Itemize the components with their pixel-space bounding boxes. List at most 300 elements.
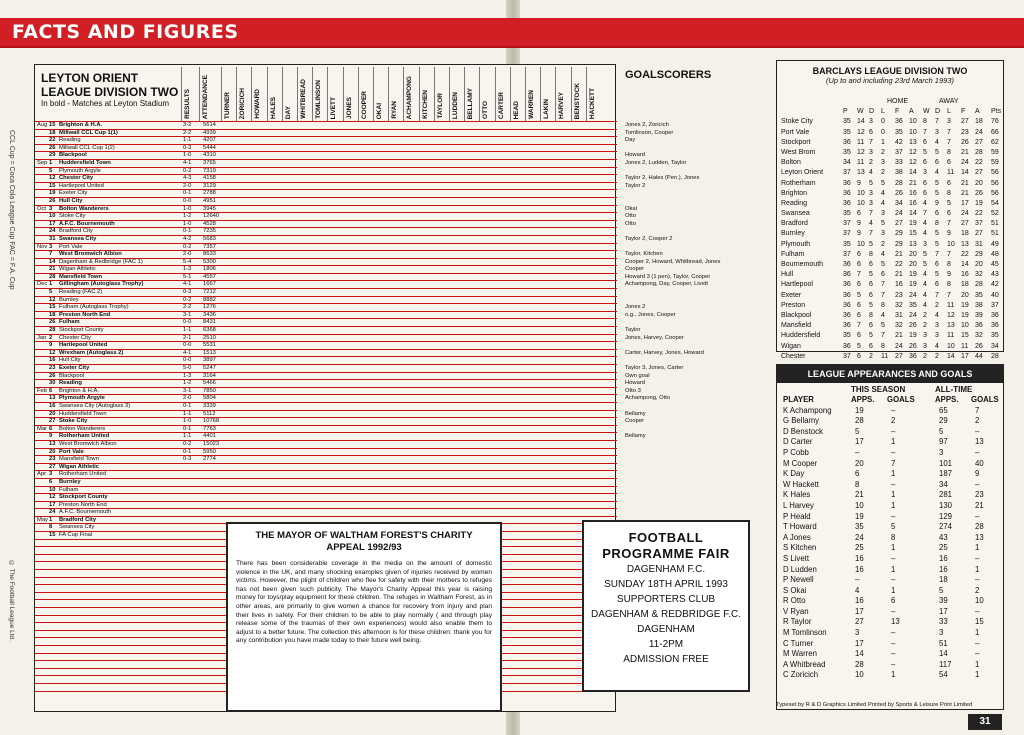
fair-venue: DAGENHAM F.C. [626, 564, 706, 575]
fair-date: SUNDAY 18TH APRIL 1993 [604, 579, 728, 590]
league-value: 6 [947, 210, 951, 218]
appearances-banner: LEAGUE APPEARANCES AND GOALS [777, 365, 1003, 383]
player-stat: 25 [855, 543, 864, 553]
league-value: 8 [947, 281, 951, 289]
league-value: 13 [857, 169, 865, 177]
fixture-result: 0-3 [183, 456, 192, 463]
fixture-attendance: 2510 [203, 334, 216, 341]
league-value: 3 [935, 128, 939, 136]
fixture-opponent: Port Vale [59, 448, 84, 455]
fixture-result: 2-0 [183, 182, 192, 189]
fixture-day: 10 [49, 486, 56, 493]
fixture-row [35, 356, 617, 364]
league-value: 7 [881, 291, 885, 299]
league-value: 9 [857, 179, 861, 187]
column-header [312, 67, 327, 121]
league-value: 10 [909, 118, 917, 126]
fixture-day: 31 [49, 235, 56, 242]
league-row [777, 148, 1005, 158]
apps-col-header: PLAYER [783, 395, 814, 404]
league-value: 5 [881, 322, 885, 330]
fixture-result: 1-1 [183, 410, 192, 417]
league-value: 37 [843, 220, 851, 228]
league-value: 36 [843, 179, 851, 187]
league-value: 5 [869, 271, 873, 279]
league-value: 8 [947, 148, 951, 156]
league-value: 4 [923, 301, 927, 309]
league-value: 2 [923, 311, 927, 319]
fixture-day: 28 [49, 327, 56, 334]
league-value: 26 [975, 189, 983, 197]
column-header-label: LAKIN [543, 99, 551, 119]
fair-title-1: FOOTBALL [628, 530, 704, 545]
fixture-result: 0-0 [183, 319, 192, 326]
league-value: 14 [961, 261, 969, 268]
league-row [777, 158, 1005, 168]
fixture-row [35, 144, 617, 152]
player-stat: 10 [855, 670, 864, 680]
player-stat: 129 [939, 511, 953, 521]
player-stat: – [891, 628, 896, 638]
player-row [777, 565, 1003, 576]
fixture-day: 3 [49, 471, 53, 478]
column-header-label: KITCHEN [421, 90, 429, 119]
league-value: 10 [961, 322, 969, 330]
fixture-result: 1-3 [183, 372, 192, 379]
fixture-row [35, 273, 711, 281]
league-value: 32 [895, 322, 903, 330]
league-value: 36 [843, 281, 851, 289]
player-stat: 14 [939, 649, 948, 659]
league-value: 6 [935, 159, 939, 167]
fixture-day: 18 [49, 311, 56, 318]
fixture-attendance: 5950 [203, 448, 216, 455]
fixture-result: 0-1 [183, 425, 192, 432]
fixture-opponent: Mansfield Town [59, 273, 103, 280]
league-value: 32 [975, 332, 983, 340]
fair-admission: ADMISSION FREE [623, 654, 709, 665]
fixture-opponent: Reading (FAC 2) [59, 289, 103, 296]
league-col-header: L [947, 108, 951, 116]
player-stat: 1 [891, 670, 896, 680]
league-value: 6 [869, 291, 873, 299]
league-value: 6 [869, 322, 873, 330]
team-name: Fulham [781, 250, 805, 258]
league-col-header: D [935, 108, 941, 116]
fixture-attendance: 3164 [203, 372, 216, 379]
league-value: 27 [895, 220, 903, 228]
fixture-result: 2-1 [183, 334, 192, 341]
fixture-attendance: 3129 [203, 182, 216, 189]
league-row [777, 321, 1005, 331]
fixture-day: 2 [49, 334, 53, 341]
fixture-result: 0-1 [183, 228, 192, 235]
league-value: 7 [947, 128, 951, 136]
fixture-result: 0-1 [183, 402, 192, 409]
league-row [777, 179, 1005, 189]
player-row [777, 427, 1003, 438]
player-stat: 187 [939, 469, 953, 479]
column-header-label: ATTENDANCE [202, 74, 209, 119]
fixture-goalscorers: Achampong, Otto [625, 395, 671, 402]
player-stat: 1 [891, 490, 896, 500]
league-col-header: W [923, 108, 930, 116]
league-value: 4 [881, 199, 885, 207]
player-stat: 1 [891, 543, 896, 553]
league-row [777, 270, 1005, 280]
fixture-result: 2-0 [183, 395, 192, 402]
league-col-header: F [895, 108, 900, 116]
column-header-label: WARREN [528, 90, 535, 119]
league-value: 24 [975, 128, 983, 136]
home-label: HOME [887, 98, 908, 105]
league-value: 7 [881, 281, 885, 289]
league-value: 10 [909, 128, 917, 136]
fixture-opponent: Exeter City [59, 190, 88, 197]
player-stat: 130 [939, 500, 953, 510]
fixture-day: 9 [49, 342, 53, 349]
player-row [777, 575, 1003, 586]
player-stat: 1 [891, 437, 896, 447]
fixture-day: 6 [49, 387, 53, 394]
fixture-goalscorers: Bellamy [625, 433, 646, 440]
fair-organiser-1: SUPPORTERS CLUB [616, 594, 716, 605]
column-header-label: HALES [269, 96, 277, 119]
league-value: 11 [947, 332, 955, 340]
player-stat: 3 [939, 447, 944, 457]
league-value: 3 [935, 332, 939, 340]
column-header [403, 67, 418, 121]
league-value: 26 [909, 322, 917, 330]
banner-title: FACTS AND FIGURES [12, 21, 239, 43]
league-value: 59 [991, 148, 999, 156]
fixture-opponent: Swansea City [59, 524, 95, 531]
this-season-label: THIS SEASON [851, 385, 906, 394]
fixture-result: 0-3 [183, 289, 192, 296]
fixture-result: 4-2 [183, 235, 192, 242]
player-stat: 1 [975, 659, 980, 669]
player-name: S Okai [783, 585, 807, 595]
league-value: 12 [857, 128, 865, 136]
player-stat: 65 [939, 405, 948, 415]
player-stat: 97 [939, 437, 948, 447]
league-value: 32 [895, 301, 903, 309]
player-row [777, 628, 1003, 639]
fixture-result: 1-0 [183, 220, 192, 227]
league-value: 4 [935, 169, 939, 177]
league-value: 28 [991, 352, 999, 360]
league-value: 13 [947, 322, 955, 330]
league-value: 37 [843, 230, 851, 238]
fixture-row [35, 508, 617, 516]
fixture-day: 8 [49, 524, 53, 531]
league-value: 5 [935, 189, 939, 197]
fixture-opponent: Fulham [59, 319, 80, 326]
league-value: 36 [991, 322, 999, 330]
fixture-row [35, 159, 687, 167]
player-stat: 5 [891, 522, 896, 532]
league-value: 14 [857, 118, 865, 126]
away-label: AWAY [939, 98, 959, 105]
player-stat: 8 [855, 479, 860, 489]
column-header-label: OKAI [376, 102, 383, 119]
league-value: 2 [923, 352, 927, 360]
fixture-attendance: 7850 [203, 387, 216, 394]
team-name: Hull [781, 271, 794, 279]
fixture-goalscorers: Taylor 2, Cooper 2 [625, 235, 673, 242]
column-header-label: RYAN [391, 101, 399, 119]
column-header-label: ACHAMPONG [406, 75, 414, 119]
fixture-attendance: 5247 [203, 365, 216, 371]
fixture-result: 3-2 [183, 122, 192, 128]
fixture-goalscorers: Howard [625, 380, 645, 387]
player-row [777, 448, 1003, 459]
league-value: 42 [895, 138, 903, 146]
league-value: 22 [895, 261, 903, 268]
team-name: Wigan [781, 342, 801, 350]
fixture-row [35, 205, 637, 213]
league-value: 6 [857, 210, 861, 218]
league-value: 37 [843, 250, 851, 258]
league-value: 8 [869, 311, 873, 319]
fixture-day: 12 [49, 296, 56, 303]
fixture-day: 7 [49, 251, 53, 258]
team-name: Bradford [781, 220, 808, 228]
fixture-goalscorers: Carter, Harvey, Jones, Howard [625, 349, 704, 356]
fixture-opponent: West Bromwich Albion [59, 251, 122, 258]
league-value: 5 [881, 179, 885, 187]
fixture-result: 0-0 [183, 342, 192, 349]
column-header-label: ZORICICH [239, 87, 247, 119]
fixture-opponent: Stockport County [59, 494, 108, 501]
league-value: 36 [991, 311, 999, 319]
fixture-day: 5 [49, 289, 53, 296]
league-value: 15 [909, 230, 917, 238]
player-stat: 13 [975, 437, 984, 447]
fixture-result: 4-1 [183, 281, 192, 288]
player-name: V Ryan [783, 606, 809, 616]
player-name: R Taylor [783, 617, 812, 627]
fixture-goalscorers: o.g., Jones, Cooper [625, 311, 676, 318]
league-value: 26 [895, 189, 903, 197]
league-value: 16 [895, 281, 903, 289]
fixture-month: Nov [37, 243, 48, 250]
league-value: 6 [923, 189, 927, 197]
league-value: 11 [881, 352, 889, 360]
league-value: 11 [857, 138, 865, 146]
fixture-row [35, 349, 704, 357]
fixture-row [35, 448, 617, 456]
fixture-attendance: 1513 [203, 349, 216, 356]
league-value: 54 [991, 199, 999, 207]
league-value: 3 [935, 322, 939, 330]
player-row [777, 533, 1003, 544]
fixture-opponent: Bradford City [59, 516, 97, 523]
player-stat: – [891, 649, 896, 659]
fair-title-2: PROGRAMME FAIR [602, 546, 730, 561]
player-name: A Jones [783, 532, 811, 542]
league-value: 4 [923, 199, 927, 207]
fixture-result: 1-2 [183, 380, 192, 387]
column-header [479, 67, 494, 121]
league-value: 27 [975, 230, 983, 238]
fixture-opponent: Burnley [59, 296, 79, 303]
fixture-result: 2-2 [183, 129, 192, 136]
fixture-goalscorers: Jones, Harvey, Cooper [625, 334, 684, 341]
league-value: 28 [975, 148, 983, 156]
league-value: 19 [961, 311, 969, 319]
player-stat: 16 [939, 553, 948, 563]
league-value: 4 [923, 220, 927, 228]
player-row [777, 586, 1003, 597]
typeset-credit: Typeset by R & D Graphics Limited Printed by Sports & Leisure Print Limited [776, 702, 973, 708]
column-header-label: JONES [345, 96, 353, 119]
league-value: 36 [843, 301, 851, 309]
fixture-result: 0-1 [183, 190, 192, 197]
league-value: 6 [869, 261, 873, 268]
player-name: L Harvey [783, 500, 814, 510]
fixture-opponent: Wrexham (Autoglass 2) [59, 349, 124, 356]
league-value: 2 [881, 148, 885, 156]
team-name: Swansea [781, 210, 810, 218]
league-value: 12 [909, 148, 917, 156]
player-row [777, 660, 1003, 671]
fixture-row [35, 167, 617, 175]
league-value: 4 [881, 250, 885, 258]
league-value: 2 [881, 240, 885, 248]
fixture-result: 4-1 [183, 349, 192, 356]
fixture-attendance: 5112 [203, 410, 216, 417]
league-value: 35 [843, 210, 851, 218]
player-stat: 15 [975, 617, 984, 627]
player-stat: 5 [939, 426, 944, 436]
player-stat: 5 [939, 585, 944, 595]
fixture-day: 17 [49, 220, 56, 227]
team-name: Stoke City [781, 118, 813, 126]
fixture-attendance: 7357 [203, 243, 216, 250]
fixture-goalscorers: Jones 2 [625, 304, 646, 311]
player-stat: – [891, 405, 896, 415]
fixture-result: 0-2 [183, 243, 192, 250]
league-value: 37 [975, 220, 983, 228]
team-name: Hartlepool [781, 281, 813, 289]
league-row [777, 209, 1005, 219]
league-row [777, 240, 1005, 250]
league-value: 45 [991, 261, 999, 268]
player-stat: 8 [891, 532, 896, 542]
fixture-row [35, 189, 617, 197]
fixture-opponent: Bradford City [59, 228, 93, 235]
league-value: 37 [991, 301, 999, 309]
league-row [777, 138, 1005, 148]
league-value: 13 [961, 240, 969, 248]
column-header [525, 67, 540, 121]
fixture-result: 0-3 [183, 144, 192, 151]
player-stat: 1 [975, 670, 980, 680]
league-value: 3 [881, 230, 885, 238]
fixture-opponent: Fulham [59, 486, 79, 493]
column-header [267, 67, 282, 121]
fixture-result: 0-1 [183, 448, 192, 455]
player-stat: 117 [939, 659, 952, 669]
league-table [776, 60, 1004, 360]
fixture-row [35, 258, 721, 266]
team-name: Chester [781, 352, 806, 360]
league-value: 21 [895, 250, 903, 258]
league-value: 36 [843, 291, 851, 299]
fixture-attendance: 12640 [203, 213, 220, 220]
apps-header-row [777, 395, 1003, 406]
player-row [777, 437, 1003, 448]
player-stat: 19 [855, 405, 864, 415]
league-value: 20 [909, 261, 917, 268]
league-value: 4 [923, 271, 927, 279]
league-value: 10 [947, 240, 955, 248]
player-stat: 21 [855, 490, 864, 500]
fixture-opponent: Burnley [59, 478, 81, 485]
player-stat: 40 [975, 458, 984, 468]
league-value: 56 [991, 189, 999, 197]
league-col-header: W [857, 108, 864, 116]
league-value: 24 [961, 210, 969, 218]
league-value: 16 [909, 189, 917, 197]
league-value: 19 [909, 220, 917, 228]
league-value: 29 [895, 230, 903, 238]
league-value: 3 [923, 342, 927, 350]
player-stat: 18 [939, 575, 948, 585]
league-value: 10 [857, 240, 865, 248]
fixture-opponent: Gillingham (Autoglass Trophy) [59, 281, 144, 288]
player-stat: 2 [891, 416, 896, 426]
player-stat: 33 [939, 617, 948, 627]
fixture-month: Sep [37, 159, 48, 166]
player-name: W Hackett [783, 479, 819, 489]
fixture-day: 3 [49, 205, 53, 212]
fixture-opponent: Mansfield Town [59, 456, 99, 463]
player-stat: – [975, 575, 980, 585]
player-stat: 17 [939, 606, 948, 616]
fixture-opponent: Wigan Athletic [59, 463, 99, 470]
fixture-attendance: 5614 [203, 122, 216, 128]
player-row [777, 522, 1003, 533]
league-value: 11 [947, 301, 955, 309]
league-table-subtitle: (Up to and including 23rd March 1993) [826, 76, 954, 85]
fixture-opponent: Preston North End [59, 501, 107, 508]
player-name: T Howard [783, 522, 817, 532]
player-name: M Warren [783, 649, 817, 659]
fixture-attendance: 4207 [203, 137, 216, 144]
section-banner [0, 18, 1024, 48]
league-row [777, 199, 1005, 209]
team-name: Burnley [781, 230, 805, 238]
player-name: D Ludden [783, 564, 817, 574]
player-stat: 2 [975, 585, 980, 595]
player-stat: 13 [975, 532, 984, 542]
league-value: 1 [881, 138, 885, 146]
league-value: 4 [869, 169, 873, 177]
player-name: D Carter [783, 437, 813, 447]
league-value: 8 [869, 250, 873, 258]
league-value: 11 [857, 159, 865, 167]
fixture-row [35, 243, 617, 251]
league-value: 13 [909, 240, 917, 248]
league-value: 3 [947, 118, 951, 126]
fixture-opponent: Bolton Wanderers [59, 425, 106, 432]
league-value: 19 [961, 301, 969, 309]
fixture-goalscorers: Cooper [625, 418, 645, 425]
league-value: 7 [881, 332, 885, 340]
fixture-result: 2-2 [183, 304, 192, 311]
